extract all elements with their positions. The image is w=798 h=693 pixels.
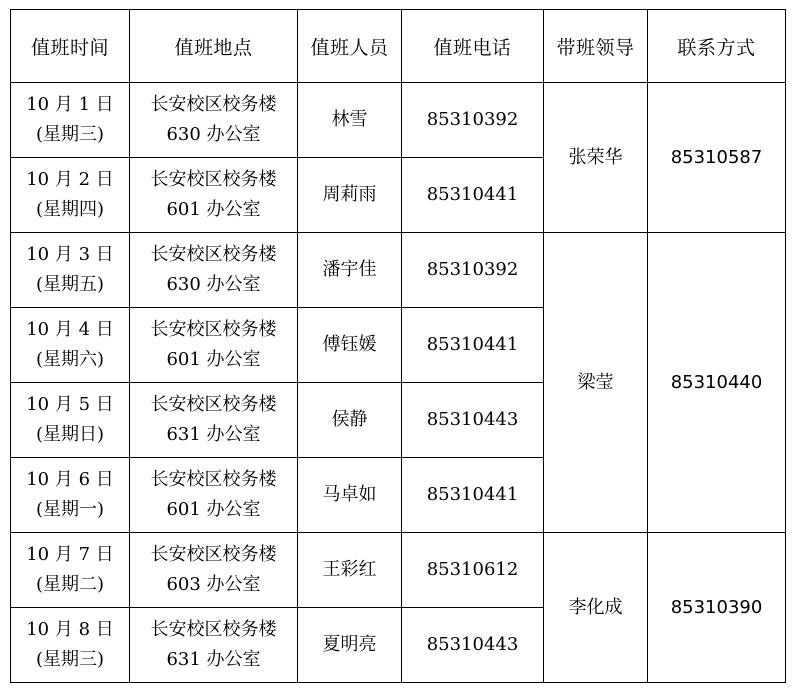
room-text: 630 办公室 [166,124,261,145]
phone-cell: 85310441 [402,308,544,383]
header-duty-staff: 值班人员 [298,10,402,83]
header-duty-phone: 值班电话 [402,10,544,83]
contact-cell: 85310440 [648,233,786,533]
location-cell [130,308,298,383]
leader-cell: 李化成 [544,533,648,683]
weekday-text: (星期五) [35,274,105,295]
place-text: 长安校区校务楼 [150,94,277,115]
room-text: 603 办公室 [166,574,261,595]
date-text: 10 月 2 日 [26,169,114,190]
phone-cell: 85310441 [402,158,544,233]
location-cell [130,383,298,458]
date-cell [11,308,130,383]
date-cell [11,83,130,158]
leader-cell: 梁莹 [544,233,648,533]
staff-cell: 夏明亮 [298,608,402,683]
date-text: 10 月 7 日 [26,544,114,565]
phone-cell: 85310441 [402,458,544,533]
place-text: 长安校区校务楼 [150,169,277,190]
date-cell [11,608,130,683]
date-cell [11,458,130,533]
room-text: 630 办公室 [166,274,261,295]
place-text: 长安校区校务楼 [150,619,277,640]
date-cell [11,533,130,608]
place-text: 长安校区校务楼 [150,244,277,265]
phone-cell: 85310443 [402,608,544,683]
location-cell [130,233,298,308]
location-cell [130,158,298,233]
date-text: 10 月 4 日 [26,319,114,340]
staff-cell: 侯静 [298,383,402,458]
header-contact: 联系方式 [648,10,786,83]
staff-cell: 傅钰媛 [298,308,402,383]
room-text: 631 办公室 [166,424,261,445]
room-text: 601 办公室 [166,349,261,370]
date-cell [11,233,130,308]
date-text: 10 月 6 日 [26,469,114,490]
phone-cell: 85310392 [402,83,544,158]
contact-cell: 85310587 [648,83,786,233]
place-text: 长安校区校务楼 [150,544,277,565]
place-text: 长安校区校务楼 [150,394,277,415]
contact-cell: 85310390 [648,533,786,683]
room-text: 601 办公室 [166,199,261,220]
date-text: 10 月 8 日 [26,619,114,640]
staff-cell: 周莉雨 [298,158,402,233]
weekday-text: (星期六) [35,349,105,370]
date-text: 10 月 3 日 [26,244,114,265]
staff-cell: 王彩红 [298,533,402,608]
room-text: 601 办公室 [166,499,261,520]
table-row [11,533,786,608]
header-leader: 带班领导 [544,10,648,83]
header-duty-time: 值班时间 [11,10,130,83]
weekday-text: (星期二) [35,574,105,595]
phone-cell: 85310392 [402,233,544,308]
place-text: 长安校区校务楼 [150,319,277,340]
location-cell [130,83,298,158]
staff-cell: 林雪 [298,83,402,158]
location-cell [130,533,298,608]
date-cell [11,158,130,233]
phone-cell: 85310612 [402,533,544,608]
staff-cell: 潘宇佳 [298,233,402,308]
room-text: 631 办公室 [166,649,261,670]
header-row [11,10,786,83]
weekday-text: (星期一) [35,499,105,520]
staff-cell: 马卓如 [298,458,402,533]
weekday-text: (星期三) [35,649,105,670]
leader-cell: 张荣华 [544,83,648,233]
date-text: 10 月 5 日 [26,394,114,415]
weekday-text: (星期四) [35,199,105,220]
location-cell [130,608,298,683]
date-cell [11,383,130,458]
table-row [11,233,786,308]
place-text: 长安校区校务楼 [150,469,277,490]
header-duty-location: 值班地点 [130,10,298,83]
location-cell [130,458,298,533]
date-text: 10 月 1 日 [26,94,114,115]
weekday-text: (星期三) [35,124,105,145]
phone-cell: 85310443 [402,383,544,458]
table-row [11,83,786,158]
weekday-text: (星期日) [35,424,105,445]
duty-schedule-table [10,9,786,683]
